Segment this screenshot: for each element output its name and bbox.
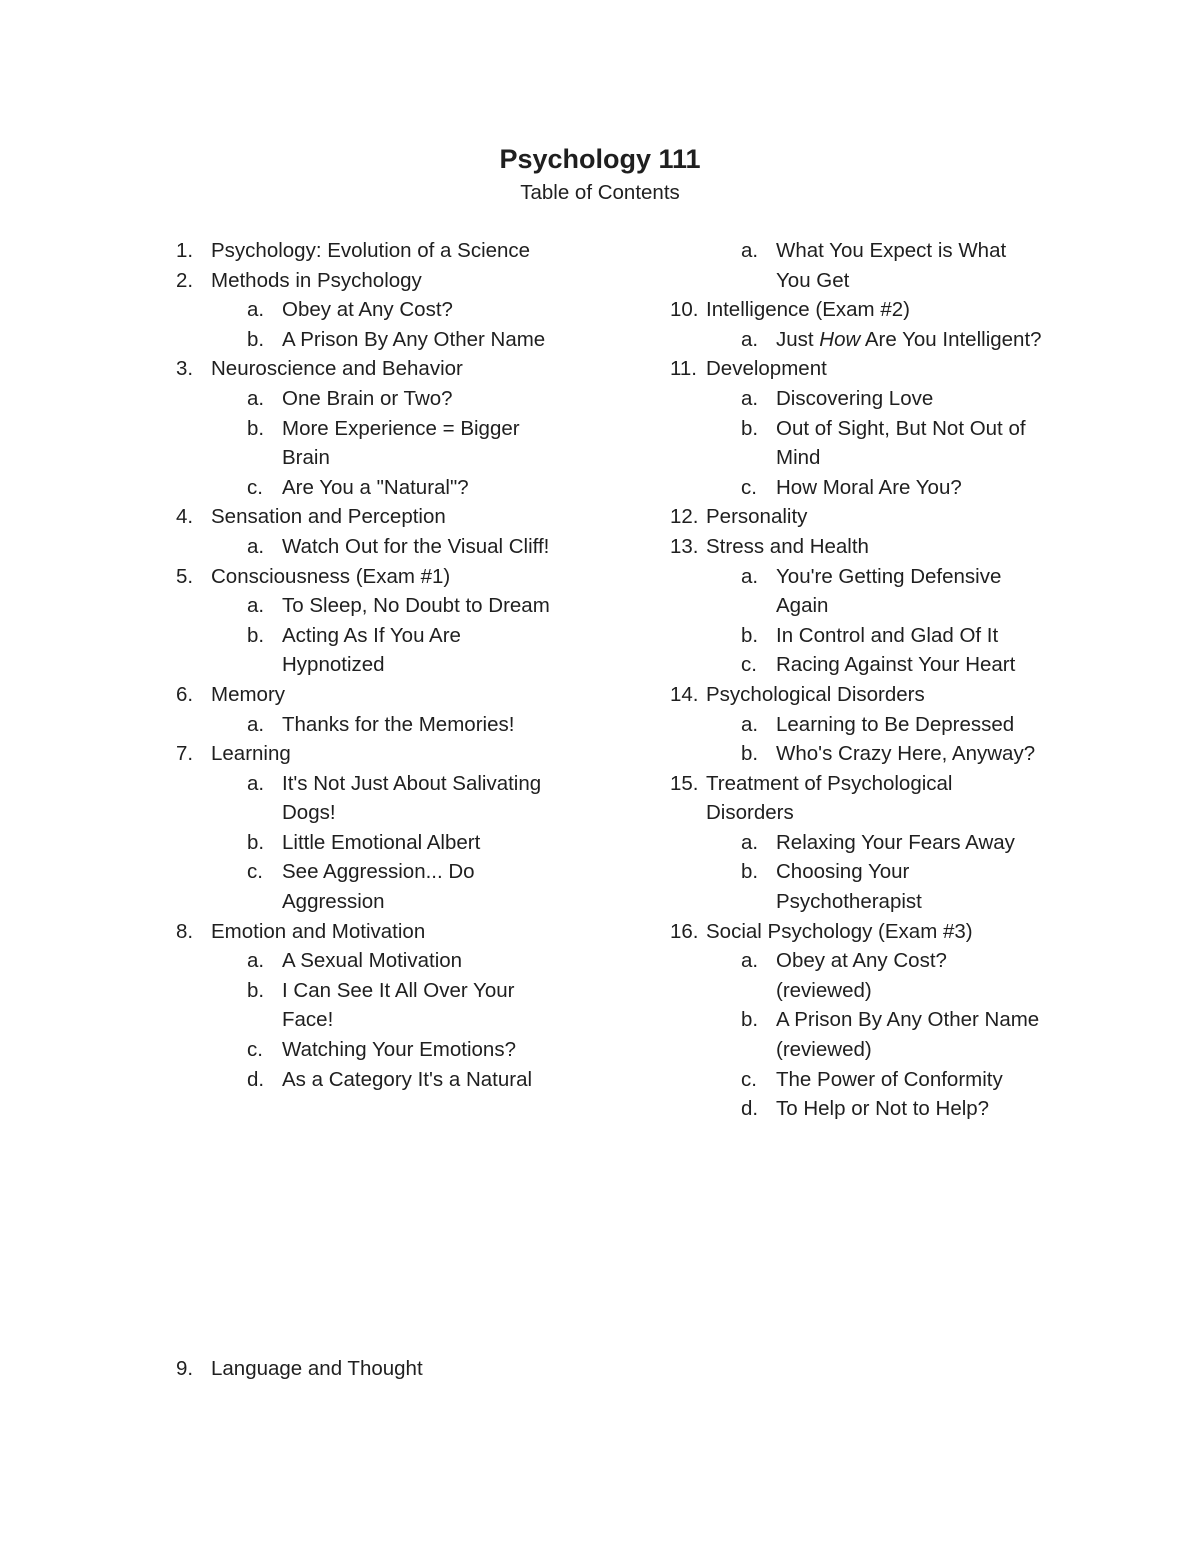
toc-item-marker: a. xyxy=(741,830,759,854)
toc-item-marker: a. xyxy=(247,386,265,410)
toc-item-marker: b. xyxy=(247,416,265,440)
toc-subitem-text: To Help or Not to Help? xyxy=(776,1097,990,1121)
toc-item-text: Learning xyxy=(211,742,291,766)
toc-item-marker: b. xyxy=(741,742,759,766)
toc-subitem-text: Mind xyxy=(776,446,821,470)
toc-item-marker: a. xyxy=(247,949,265,973)
toc-item-marker: 13. xyxy=(670,534,699,558)
toc-item-marker: b. xyxy=(741,1008,759,1032)
toc-item-marker: 12. xyxy=(670,505,699,529)
toc-subitem-text: Acting As If You Are xyxy=(282,623,461,647)
toc-subitem-text: More Experience = Bigger xyxy=(282,416,520,440)
toc-subitem-text: Are You a "Natural"? xyxy=(282,475,469,499)
toc-item-marker: b. xyxy=(247,978,265,1002)
toc-item-text: Memory xyxy=(211,682,286,706)
toc-subitem-text: Brain xyxy=(282,446,330,470)
toc-item-marker: a. xyxy=(247,534,265,558)
toc-subitem-text: It's Not Just About Salivating xyxy=(282,771,542,795)
toc-item-marker: a. xyxy=(741,386,759,410)
toc-subitem-text: One Brain or Two? xyxy=(282,386,453,410)
toc-subitem-text: A Sexual Motivation xyxy=(282,949,463,973)
toc-subitem-text: Little Emotional Albert xyxy=(282,830,481,854)
toc-subitem-text: Dogs! xyxy=(282,801,336,825)
toc-item-marker: a. xyxy=(741,239,759,262)
toc-item-marker: b. xyxy=(247,327,265,351)
toc-subitem-text: Obey at Any Cost? xyxy=(282,298,453,322)
toc-item-marker: c. xyxy=(741,475,757,499)
toc-item-text: Consciousness (Exam #1) xyxy=(211,564,451,588)
toc-item-marker: a. xyxy=(247,771,265,795)
toc-item-text: Personality xyxy=(706,505,808,529)
toc-subitem-text: How Moral Are You? xyxy=(776,475,962,499)
toc-subitem-text: As a Category It's a Natural xyxy=(282,1067,533,1091)
toc-item-marker: c. xyxy=(247,860,263,884)
toc-item-marker: b. xyxy=(247,830,265,854)
toc-subitem-text: I Can See It All Over Your xyxy=(282,978,515,1002)
page-title: Psychology 111 xyxy=(499,144,701,174)
toc-subitem-text: Psychotherapist xyxy=(776,890,922,914)
toc-item-text: Emotion and Motivation xyxy=(211,919,426,943)
toc-item-marker: 6. xyxy=(176,682,194,706)
toc-item-text: Methods in Psychology xyxy=(211,268,422,292)
toc-subitem-text: Hypnotized xyxy=(282,653,385,677)
toc-item-marker: 14. xyxy=(670,682,699,706)
toc-subitem-text: You Get xyxy=(776,268,850,292)
toc-item-marker: 7. xyxy=(176,742,194,766)
toc-item-marker: a. xyxy=(247,298,265,322)
toc-subitem-text: Out of Sight, But Not Out of xyxy=(776,416,1026,440)
toc-item-marker: a. xyxy=(247,712,265,736)
toc-item-text: Language and Thought xyxy=(211,1357,423,1380)
toc-subitem-text: Face! xyxy=(282,1008,334,1032)
toc-subitem-text: What You Expect is What xyxy=(776,239,1007,262)
toc-item-text: Development xyxy=(706,357,827,381)
toc-item-marker: 15. xyxy=(670,771,699,795)
toc-subitem-text: Thanks for the Memories! xyxy=(282,712,515,736)
toc-item-marker: a. xyxy=(247,594,265,618)
toc-item-text: Psychological Disorders xyxy=(706,682,925,706)
toc-item-marker: b. xyxy=(741,623,759,647)
toc-item-marker: b. xyxy=(741,860,759,884)
toc-subitem-text: A Prison By Any Other Name xyxy=(282,327,546,351)
toc-item-marker: a. xyxy=(741,327,759,351)
toc-item-marker: 10. xyxy=(670,298,699,322)
toc-subitem-text: You're Getting Defensive xyxy=(776,564,1002,588)
toc-item-marker: c. xyxy=(741,653,757,677)
toc-subitem-text: Learning to Be Depressed xyxy=(776,712,1015,736)
toc-subitem-text: Aggression xyxy=(282,890,385,914)
page-subtitle: Table of Contents xyxy=(520,181,680,204)
toc-subitem-text: Relaxing Your Fears Away xyxy=(776,830,1015,854)
toc-item-marker: d. xyxy=(741,1097,759,1121)
toc-subitem-text: See Aggression... Do xyxy=(282,860,475,884)
toc-item-marker: a. xyxy=(741,712,759,736)
toc-item-text: Stress and Health xyxy=(706,534,869,558)
toc-item-text: Social Psychology (Exam #3) xyxy=(706,919,973,943)
toc-item-marker: b. xyxy=(247,623,265,647)
toc-item-marker: 4. xyxy=(176,505,194,529)
toc-item-marker: 2. xyxy=(176,268,194,292)
toc-item-text: Intelligence (Exam #2) xyxy=(706,298,910,322)
toc-subitem-text: A Prison By Any Other Name xyxy=(776,1008,1040,1032)
toc-item-marker: d. xyxy=(247,1067,265,1091)
toc-subitem-text: (reviewed) xyxy=(776,1038,872,1062)
toc-subitem-text: Who's Crazy Here, Anyway? xyxy=(776,742,1036,766)
toc-item-marker: c. xyxy=(741,1067,757,1091)
toc-subitem-text: Obey at Any Cost? xyxy=(776,949,947,973)
toc-subitem-text: Watching Your Emotions? xyxy=(282,1038,516,1062)
toc-item-marker: b. xyxy=(741,416,759,440)
toc-item-marker: 8. xyxy=(176,919,194,943)
toc-subitem-text: Just How Are You Intelligent? xyxy=(776,327,1042,351)
toc-subitem-text: Discovering Love xyxy=(776,386,934,410)
toc-item-marker: 5. xyxy=(176,564,194,588)
toc-item-marker: 9. xyxy=(176,1357,194,1380)
toc-subitem-text: Choosing Your xyxy=(776,860,910,884)
toc-item-text: Neuroscience and Behavior xyxy=(211,357,463,381)
toc-item-marker: 3. xyxy=(176,357,194,381)
toc-subitem-text: (reviewed) xyxy=(776,978,872,1002)
toc-item-marker: a. xyxy=(741,564,759,588)
toc-item-text: Disorders xyxy=(706,801,794,825)
toc-item-text: Psychology: Evolution of a Science xyxy=(211,239,531,262)
toc-subitem-text: Again xyxy=(776,594,829,618)
toc-item-marker: 16. xyxy=(670,919,699,943)
toc-item-marker: 1. xyxy=(176,239,194,262)
toc-subitem-text: In Control and Glad Of It xyxy=(776,623,999,647)
toc-subitem-text: The Power of Conformity xyxy=(776,1067,1003,1091)
toc-item-text: Treatment of Psychological xyxy=(706,771,953,795)
toc-item-marker: a. xyxy=(741,949,759,973)
toc-item-marker: 11. xyxy=(670,357,697,381)
toc-subitem-text: Racing Against Your Heart xyxy=(776,653,1016,677)
toc-item-marker: c. xyxy=(247,475,263,499)
toc-item-marker: c. xyxy=(247,1038,263,1062)
toc-subitem-text: Watch Out for the Visual Cliff! xyxy=(282,534,550,558)
toc-item-text: Sensation and Perception xyxy=(211,505,446,529)
toc-subitem-text: To Sleep, No Doubt to Dream xyxy=(282,594,550,618)
